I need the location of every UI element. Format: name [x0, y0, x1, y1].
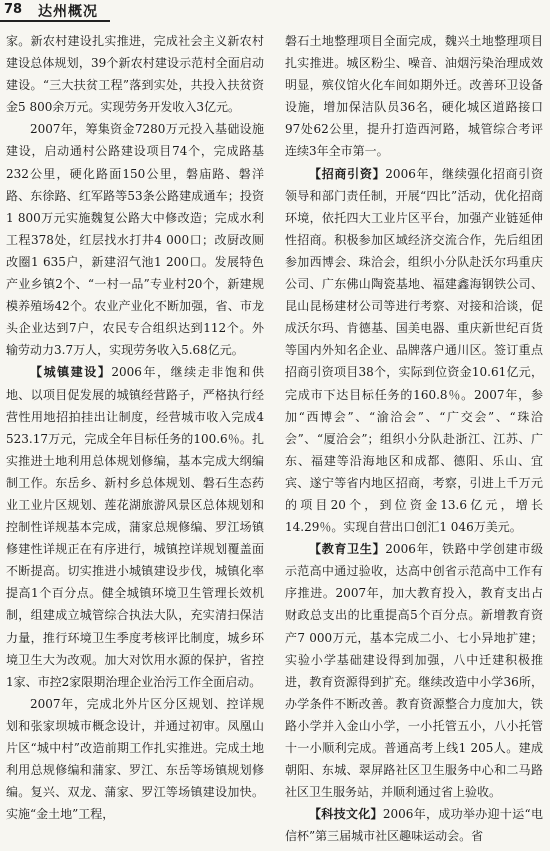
section-text: 2006年，铁路中学创建市级示范高中通过验收，达高中创省示范高中工作有序推进。2007年，加大教育投入，教育支出占财政总支出的比重提高5个百分点。新增教育资产7 000万元，基本完成二小、七小异地扩建；实验小学基础建设得到加强，八中迁建积极推进，教育资源得到扩充。继续改造中小学36所，办学条件不断改善。教育资源整合力度加大，铁路小学并入金山小学，一小托管五小，八小托管十一小顺利完成。普通高考上线1 205人。建成朝阳、东城、翠屏路社区卫生服务中心和二马路社区卫生服务站，并顺利通过省上验收。 — [285, 542, 543, 800]
section-heading: 【城镇建设】 — [30, 365, 112, 380]
section-paragraph — [285, 163, 543, 539]
section-heading: 【科技文化】 — [309, 807, 383, 822]
book-title: 达州概况 — [38, 4, 98, 20]
paragraph: 磐石土地整理项目全面完成，魏兴土地整理项目扎实推进。城区粉尘、噪音、油烟污染治理成效明显，殡仪馆火化车间如期外迁。改善环卫设备设施，增加保洁队员36名，硬化城区道路接口97处62公里，提升打造西河路，城管综合考评连续3年全市第一。 — [285, 34, 543, 159]
section-text: 2006年，继续强化招商引资领导和部门责任制，开展“四比”活动，优化招商环境，依托四大工业片区平台，加强产业链延伸性招商。积极参加区域经济交流合作，先后组团参加西博会、珠洽会，组织小分队赴沃尔玛重庆公司、广东佛山陶瓷基地、福建鑫海钢铁公司、昆山昆杨建材公司等进行考察、对接和洽谈，促成沃尔玛、肯德基、国美电器、重庆新世纪百货等国内外知名企业、品牌落户通川区。签订重点招商引资项目38个，实际到位资金10.61亿元，完成市下达目标任务的160.8％。2007年，参加“西博会”、“渝洽会”、“广交会”、“珠洽会”、“厦洽会”；组织小分队赴浙江、江苏、广东、福建等沿海地区和成都、德阳、乐山、宜宾、遂宁等省内地区招商，考察，引进上千万元的项目20个，到位资金13.6亿元，增长14.29％。实现自营出口创汇1 046万美元。 — [285, 166, 543, 535]
section-paragraph — [285, 538, 543, 803]
paragraph: 2007年，完成北外片区分区规划、控详规划和张家坝城市概念设计，并通过初审。凤凰山片区“城中村”改造前期工作扎实推进。完成土地利用总规修编和蒲家、罗江、东岳等场镇规划修编。复兴、双龙、蒲家、罗江等场镇建设加快。实施“金土地”工程， — [6, 696, 264, 822]
page-number: 78 — [4, 2, 23, 17]
section-paragraph — [6, 361, 264, 692]
section-text: 2006年，成功举办迎十运“电信杯”第三届城市社区趣味运动会。省 — [285, 807, 543, 844]
right-column — [285, 30, 543, 845]
section-paragraph — [285, 803, 543, 845]
section-heading: 【招商引资】 — [309, 166, 386, 181]
paragraph: 2007年，筹集资金7280万元投入基础设施建设，启动通村公路建设项目74个，完成路基232公里，硬化路面150公里，磐庙路、磐洋路、东徐路、红军路等53条公路建成通车；投资1 800万元实施魏复公路大中修改造；完成水利工程378处，红层找水打井4 000口；改厨改厕改圈1 635户，新建沼气池1 200口。发展特色产业乡镇2个、“一村一品”专业村20个，新建规模养殖场42个。农业产业化不断加强，省、市龙头企业达到7户，农民专合组织达到112个。外输劳动力3.7万人，实现劳务收入5.68亿元。 — [6, 122, 264, 358]
page-header — [0, 0, 550, 22]
header-rule — [0, 20, 110, 22]
paragraph: 家。新农村建设扎实推进，完成社会主义新农村建设总体规划，39个新农村建设示范村全面启动建设。“三大扶贫工程”落到实处，共投入扶贫资金5 800余万元。实现劳务开发收入3亿元。 — [6, 34, 264, 115]
left-column — [6, 30, 264, 845]
section-text: 2006年，继续走非饱和供地、以项目促发展的城镇经营路子，严格执行经营性用地招拍挂出让制度，经营城市收入完成4 523.17万元，完成全年目标任务的100.6％。扎实推进土地利用总体规划修编，基本完成大纲编制工作。东岳乡、新村乡总体规划、磐石生态药业工业片区规划、莲花湖旅游风景区总体规划和控制性详规基本完成，蒲家总规修编、罗江场镇修建性详规正在有序进行，城镇控详规划覆盖面不断提高。切实推进小城镇建设步伐，城镇化率提高1个百分点。健全城镇环境卫生管理长效机制，组建成立城管综合执法大队，充实清扫保洁力量，推行环境卫生季度考核评比制度，城乡环境卫生大为改观。加大对饮用水源的保护，省控1家、市控2家限期治理企业治污工作全面启动。 — [6, 365, 264, 689]
section-heading: 【教育卫生】 — [309, 542, 386, 557]
